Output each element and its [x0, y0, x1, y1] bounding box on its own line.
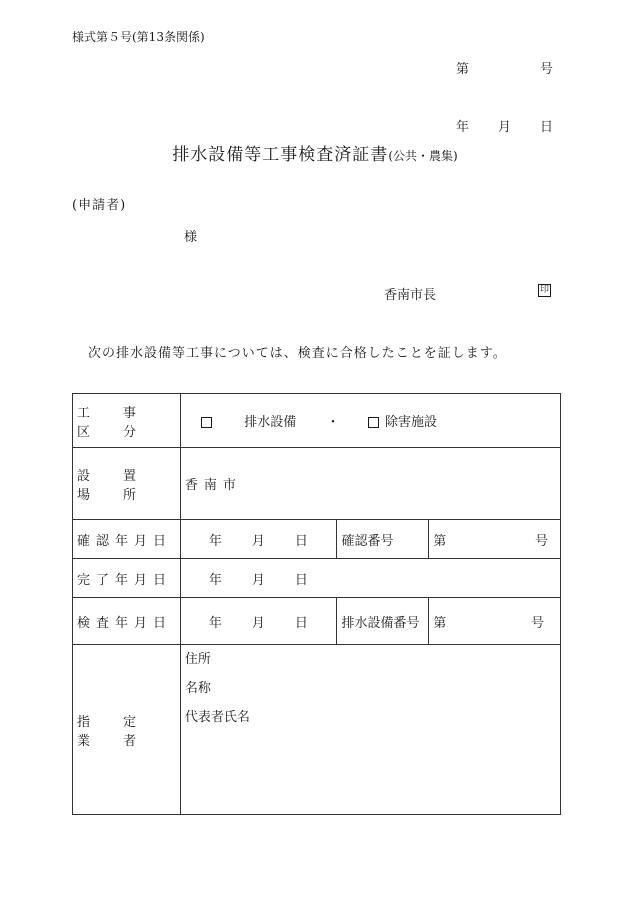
contractor-details: [180, 645, 560, 815]
confirm-date-value: 年 月 日: [180, 520, 337, 559]
title-main: 排水設備等工事検査済証書: [172, 145, 389, 165]
row-contractor: [73, 645, 561, 815]
certificate-number-prefix: 第: [456, 62, 470, 77]
inspect-date-value: 年 月 日: [180, 598, 337, 645]
seal-mark: 印: [539, 285, 549, 295]
certificate-number-suffix: 号: [540, 62, 554, 77]
inspection-table: [72, 393, 561, 815]
issue-date-day: 日: [540, 120, 554, 135]
inspect-date-label: 検査年月日: [73, 598, 181, 645]
abatement-option-label: 除害施設: [384, 415, 437, 430]
issue-date-month: 月: [498, 120, 512, 135]
drainage-number-label: 排水設備番号: [337, 598, 429, 645]
work-type-label: 工 事 区 分: [73, 394, 181, 448]
contractor-representative-label: 代表者氏名: [184, 710, 250, 725]
issue-date-year: 年: [456, 120, 470, 135]
complete-date-value: 年 月 日: [180, 559, 560, 598]
confirm-number-value: 第 号: [429, 520, 561, 559]
drainage-number-value: 第 号: [429, 598, 561, 645]
location-label: 設 置 場 所: [73, 448, 181, 520]
confirm-date-label: 確認年月日: [73, 520, 181, 559]
drainage-option-label: 排水設備: [244, 415, 297, 430]
document-title: [0, 140, 630, 165]
confirm-number-label: 確認番号: [337, 520, 429, 559]
row-location: [73, 448, 561, 520]
complete-date-label: 完了年月日: [73, 559, 181, 598]
contractor-address-label: 住所: [184, 652, 211, 667]
row-inspect-date: [73, 598, 561, 645]
work-type-options: [180, 394, 560, 448]
form-number: 様式第５号(第13条関係): [72, 30, 205, 44]
row-complete-date: [73, 559, 561, 598]
row-confirm-date: [73, 520, 561, 559]
row-work-type: [73, 394, 561, 448]
location-value: 香南市: [180, 448, 560, 520]
applicant-label: (申請者): [72, 198, 127, 213]
title-sub: (公共・農集): [388, 149, 458, 163]
abatement-checkbox[interactable]: [368, 417, 379, 428]
issuer-name: 香南市長: [384, 288, 437, 303]
contractor-name-label: 名称: [184, 681, 211, 696]
option-separator: ・: [326, 415, 340, 430]
contractor-label: 指 定 業 者: [73, 645, 181, 815]
drainage-checkbox[interactable]: [201, 417, 212, 428]
certification-statement: 次の排水設備等工事については、検査に合格したことを証します。: [88, 346, 507, 361]
recipient-suffix: 様: [184, 230, 198, 245]
